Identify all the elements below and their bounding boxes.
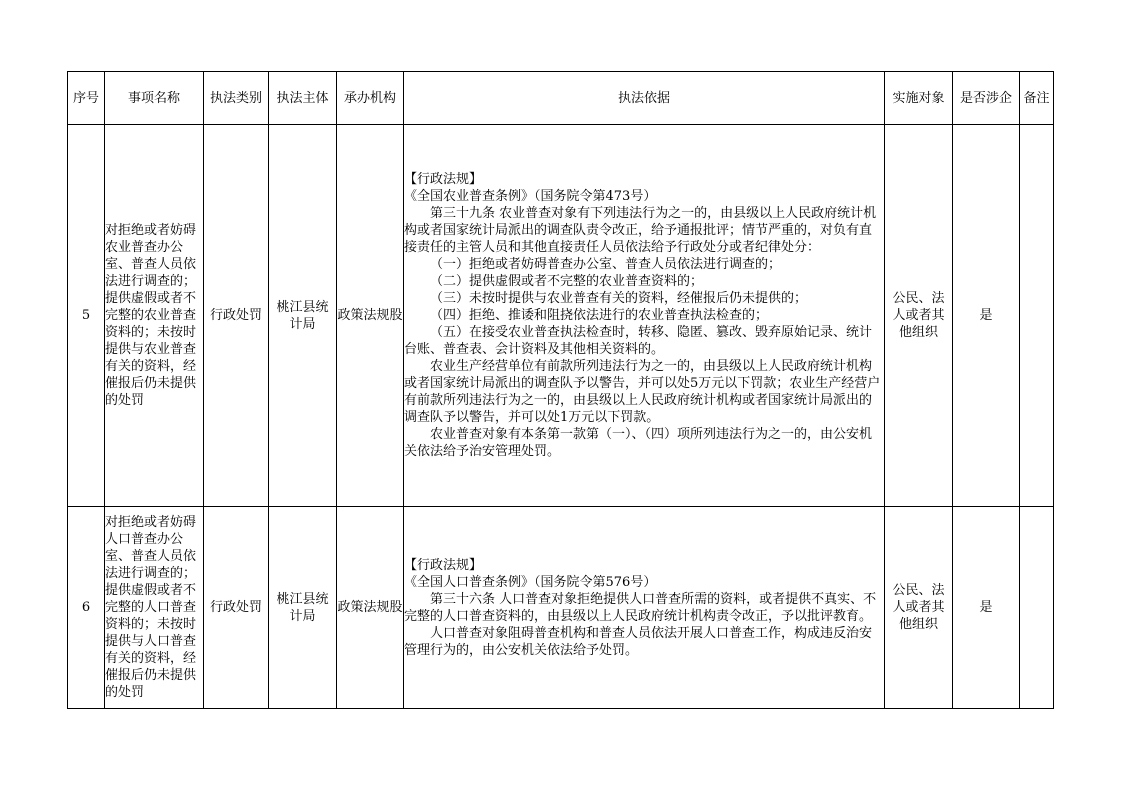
row-target bbox=[885, 125, 953, 507]
row-seq: 5 bbox=[68, 125, 105, 507]
basis-paragraph: 农业普查对象有本条第一款第（一）、（四）项所列违法行为之一的，由公安机关依法给予治安管理处罚。 bbox=[404, 427, 873, 459]
row-item-name: 对拒绝或者妨碍人口普查办公室、普查人员依法进行调查的；提供虚假或者不完整的人口普查资料的；未按时提供与人口普查有关的资料，经催报后仍未提供的处罚 bbox=[105, 507, 204, 709]
header-seq: 序号 bbox=[68, 72, 105, 125]
row-subject-text: 桃江县统计局 bbox=[276, 299, 329, 332]
row-target bbox=[885, 507, 953, 709]
header-subject: 执法主体 bbox=[269, 72, 337, 125]
row-remark bbox=[1020, 507, 1054, 709]
row-subject bbox=[269, 507, 337, 709]
row-subject bbox=[269, 125, 337, 507]
basis-item: （四）拒绝、推诿和阻挠依法进行的农业普查执法检查的； bbox=[430, 308, 769, 323]
enforcement-table bbox=[67, 71, 1054, 709]
basis-item: （五）在接受农业普查执法检查时，转移、隐匿、篡改、毁弃原始记录、统计台账、普查表、会计资料及其他相关资料的。 bbox=[404, 325, 873, 357]
row-enterprise: 是 bbox=[953, 507, 1020, 709]
row-dept: 政策法规股 bbox=[337, 507, 404, 709]
header-dept: 承办机构 bbox=[337, 72, 404, 125]
basis-item: （一）拒绝或者妨碍普查办公室、普查人员依法进行调查的； bbox=[430, 257, 782, 272]
row-subject-text: 桃江县统计局 bbox=[276, 591, 329, 624]
row-type: 行政处罚 bbox=[204, 507, 269, 709]
basis-source: 《全国农业普查条例》（国务院令第473号） bbox=[404, 189, 657, 204]
header-target: 实施对象 bbox=[885, 72, 953, 125]
row-target-text: 公民、法人或者其他组织 bbox=[892, 291, 945, 340]
row-basis bbox=[404, 507, 885, 709]
row-dept: 政策法规股 bbox=[337, 125, 404, 507]
header-basis: 执法依据 bbox=[404, 72, 885, 125]
header-type: 执法类别 bbox=[204, 72, 269, 125]
basis-article: 第三十九条 农业普查对象有下列违法行为之一的，由县级以上人民政府统计机构或者国家统计局派出的调查队责令改正，给予通报批评；情节严重的，对负有直接责任的主管人员和其他直接责任人员依法给予行政处分或者纪律处分： bbox=[404, 206, 877, 255]
header-remark: 备注 bbox=[1020, 72, 1054, 125]
row-remark bbox=[1020, 125, 1054, 507]
row-enterprise: 是 bbox=[953, 125, 1020, 507]
header-row bbox=[68, 72, 1054, 125]
row-type: 行政处罚 bbox=[204, 125, 269, 507]
basis-heading: 【行政法规】 bbox=[404, 172, 483, 187]
basis-heading: 【行政法规】 bbox=[404, 557, 483, 573]
table-row bbox=[68, 507, 1054, 709]
header-item: 事项名称 bbox=[105, 72, 204, 125]
basis-item: （二）提供虚假或者不完整的农业普查资料的； bbox=[430, 274, 704, 289]
table-row bbox=[68, 125, 1054, 507]
basis-article: 第三十六条 人口普查对象拒绝提供人口普查所需的资料，或者提供不真实、不完整的人口普查资料的，由县级以上人民政府统计机构责令改正，予以批评教育。 bbox=[404, 591, 877, 624]
row-target-text: 公民、法人或者其他组织 bbox=[892, 583, 945, 632]
basis-source: 《全国人口普查条例》（国务院令第576号） bbox=[404, 574, 657, 590]
basis-item: （三）未按时提供与农业普查有关的资料，经催报后仍未提供的； bbox=[430, 291, 808, 306]
basis-paragraph: 农业生产经营单位有前款所列违法行为之一的，由县级以上人民政府统计机构或者国家统计局派出的调查队予以警告，并可以处5万元以下罚款；农业生产经营户有前款所列违法行为之一的，由县级以上人民政府统计机构或者国家统计局派出的调查队予以警告，并可以处1万元以下罚款。 bbox=[404, 359, 881, 425]
basis-paragraph: 人口普查对象阻碍普查机构和普查人员依法开展人口普查工作，构成违反治安管理行为的，由公安机关依法给予处罚。 bbox=[404, 625, 873, 658]
header-enterprise: 是否涉企 bbox=[953, 72, 1020, 125]
row-seq: 6 bbox=[68, 507, 105, 709]
row-basis bbox=[404, 125, 885, 507]
row-item-name: 对拒绝或者妨碍农业普查办公室、普查人员依法进行调查的；提供虚假或者不完整的农业普查资料的；未按时提供与农业普查有关的资料，经催报后仍未提供的处罚 bbox=[105, 125, 204, 507]
